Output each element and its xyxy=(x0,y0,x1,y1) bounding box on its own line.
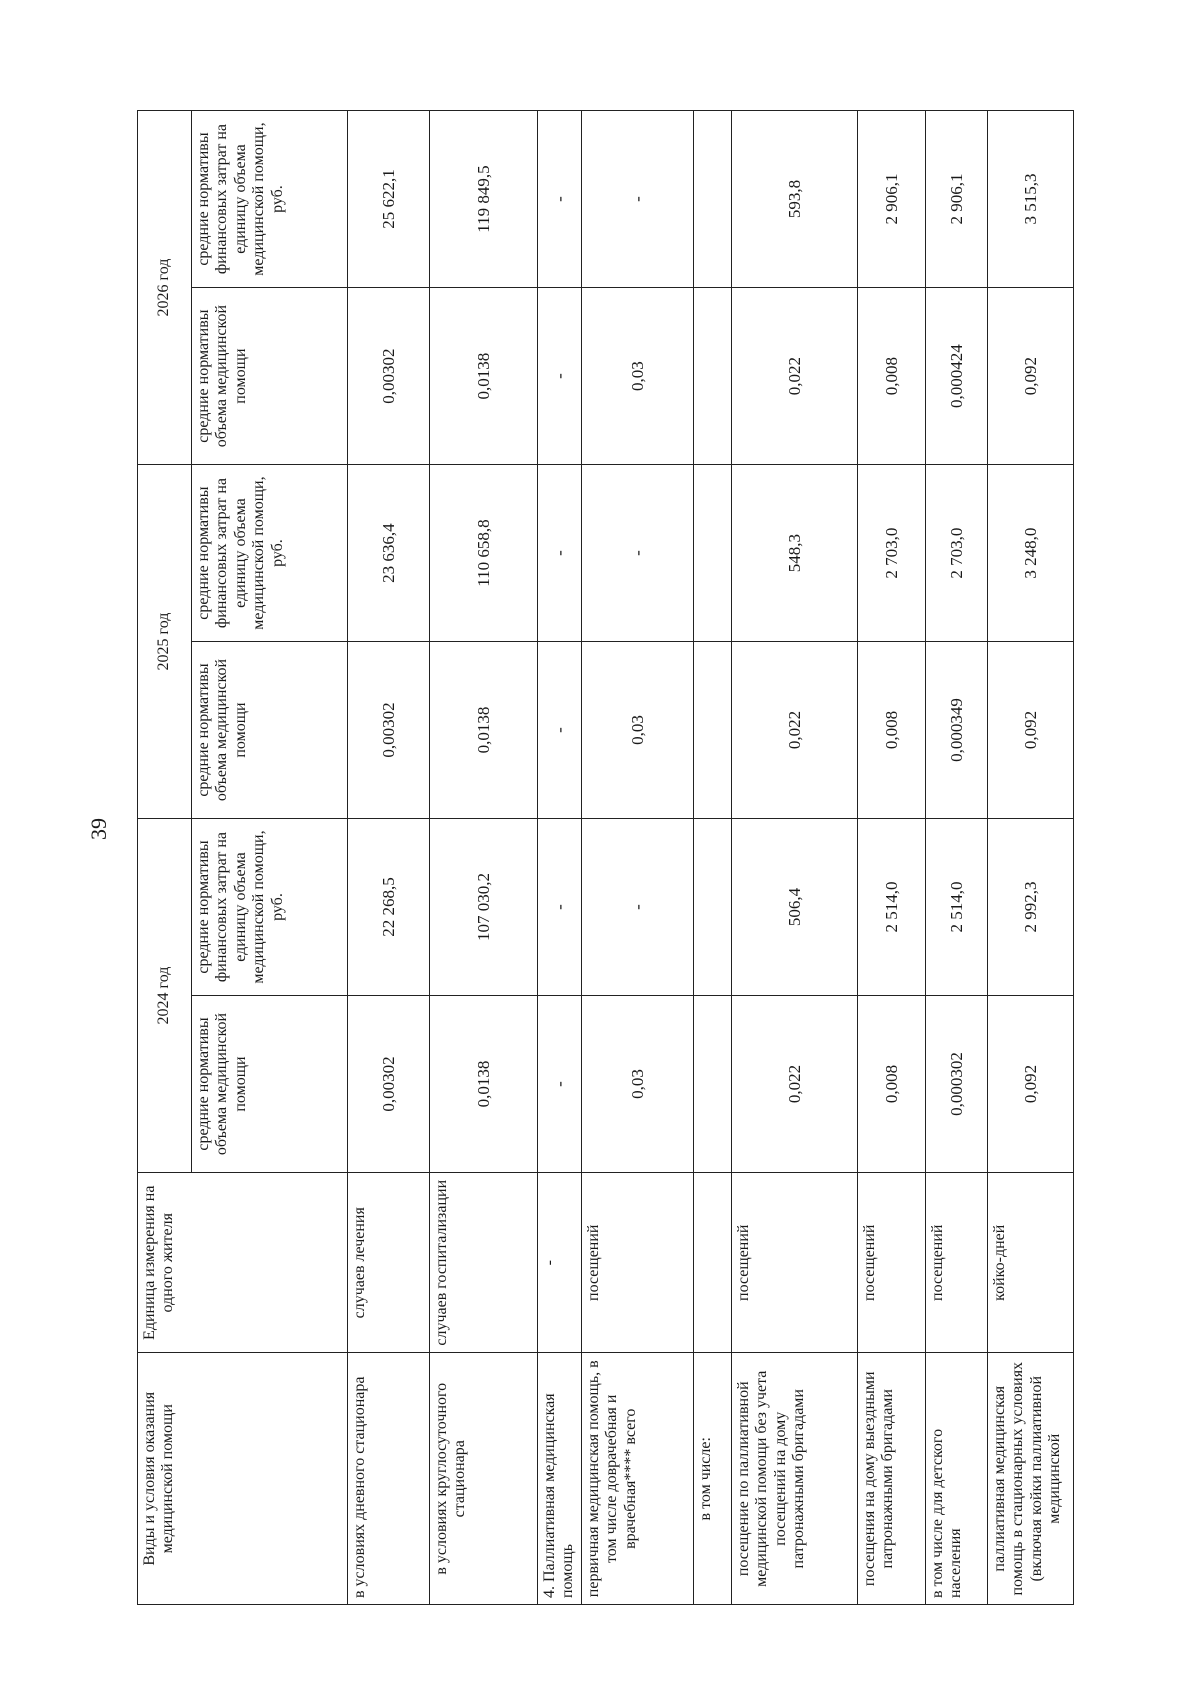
cell-value: 0,000424 xyxy=(925,288,987,465)
cell-value: 3 515,3 xyxy=(987,111,1073,288)
cell-value: 548,3 xyxy=(731,465,857,642)
row-unit: посещений xyxy=(581,1173,693,1353)
cell-value: 506,4 xyxy=(731,819,857,996)
page-number: 39 xyxy=(86,818,111,840)
cell-value: 0,0138 xyxy=(430,288,538,465)
table-row xyxy=(731,111,857,1605)
table-row xyxy=(987,111,1073,1605)
cell-value: 2 992,3 xyxy=(987,819,1073,996)
cell-value xyxy=(693,111,731,288)
row-label: 4. Паллиативная медицинская помощь xyxy=(538,1353,582,1605)
header-year-2026: 2026 год xyxy=(138,111,192,465)
cell-value: 0,03 xyxy=(581,996,693,1173)
cell-value: 25 622,1 xyxy=(348,111,430,288)
cell-value: 2 906,1 xyxy=(857,111,925,288)
row-label: паллиативная медицинская помощь в стационарных условиях (включая койки паллиативной медицинской xyxy=(987,1353,1073,1605)
row-unit: койко-дней xyxy=(987,1173,1073,1353)
cell-value xyxy=(693,465,731,642)
cell-value: 2 703,0 xyxy=(925,465,987,642)
cell-value: 0,00302 xyxy=(348,996,430,1173)
row-unit: посещений xyxy=(857,1173,925,1353)
row-label: в том числе: xyxy=(693,1353,731,1605)
cell-value: 23 636,4 xyxy=(348,465,430,642)
header-volume-2025: средние нормативы объема медицинской помощи xyxy=(192,642,348,819)
cell-value: - xyxy=(581,819,693,996)
row-label: в том числе для детского населения xyxy=(925,1353,987,1605)
cell-value: 0,0138 xyxy=(430,642,538,819)
cell-value: 0,0138 xyxy=(430,996,538,1173)
header-year-2024: 2024 год xyxy=(138,819,192,1173)
header-cost-2025: средние нормативы финансовых затрат на единицу объема медицинской помощи, руб. xyxy=(192,465,348,642)
cell-value: 2 703,0 xyxy=(857,465,925,642)
cell-value: - xyxy=(538,288,582,465)
header-cost-2026: средние нормативы финансовых затрат на единицу объема медицинской помощи, руб. xyxy=(192,111,348,288)
row-label: в условиях круглосуточного стационара xyxy=(430,1353,538,1605)
header-volume-2026: средние нормативы объема медицинской помощи xyxy=(192,288,348,465)
cell-value: - xyxy=(581,465,693,642)
cell-value: 0,008 xyxy=(857,288,925,465)
cell-value: 0,022 xyxy=(731,996,857,1173)
cell-value xyxy=(693,996,731,1173)
cell-value: 0,000349 xyxy=(925,642,987,819)
row-unit: посещений xyxy=(925,1173,987,1353)
cell-value: - xyxy=(538,642,582,819)
cell-value: 22 268,5 xyxy=(348,819,430,996)
table-row xyxy=(581,111,693,1605)
table-row xyxy=(857,111,925,1605)
cell-value xyxy=(693,642,731,819)
cell-value: 593,8 xyxy=(731,111,857,288)
cell-value: 0,008 xyxy=(857,996,925,1173)
row-label: первичная медицинская помощь, в том числе доврачебная и врачебная**** всего xyxy=(581,1353,693,1605)
medical-care-norms-table xyxy=(137,110,1074,1605)
row-unit xyxy=(693,1173,731,1353)
cell-value: 0,00302 xyxy=(348,642,430,819)
cell-value: - xyxy=(538,996,582,1173)
row-label: посещения на дому выездными патронажными бригадами xyxy=(857,1353,925,1605)
header-cost-2024: средние нормативы финансовых затрат на единицу объема медицинской помощи, руб. xyxy=(192,819,348,996)
row-unit: случаев госпитализации xyxy=(430,1173,538,1353)
rotated-page-content xyxy=(137,110,1074,1605)
cell-value xyxy=(693,288,731,465)
cell-value: 0,03 xyxy=(581,642,693,819)
header-year-2025: 2025 год xyxy=(138,465,192,819)
cell-value: 0,008 xyxy=(857,642,925,819)
header-unit: Единица измерения на одного жителя xyxy=(138,1173,348,1353)
cell-value: 0,00302 xyxy=(348,288,430,465)
row-unit: посещений xyxy=(731,1173,857,1353)
cell-value: - xyxy=(538,111,582,288)
table-row xyxy=(430,111,538,1605)
cell-value: 2 906,1 xyxy=(925,111,987,288)
cell-value: 2 514,0 xyxy=(925,819,987,996)
table-row xyxy=(693,111,731,1605)
cell-value: 0,092 xyxy=(987,996,1073,1173)
cell-value: - xyxy=(538,819,582,996)
header-volume-2024: средние нормативы объема медицинской помощи xyxy=(192,996,348,1173)
cell-value: - xyxy=(538,465,582,642)
cell-value: 0,092 xyxy=(987,288,1073,465)
cell-value: 0,092 xyxy=(987,642,1073,819)
cell-value: 0,022 xyxy=(731,642,857,819)
table-row xyxy=(925,111,987,1605)
table-row xyxy=(538,111,582,1605)
row-unit: - xyxy=(538,1173,582,1353)
cell-value: 119 849,5 xyxy=(430,111,538,288)
header-care-type: Виды и условия оказания медицинской помощи xyxy=(138,1353,348,1605)
cell-value: 110 658,8 xyxy=(430,465,538,642)
cell-value: 0,022 xyxy=(731,288,857,465)
row-unit: случаев лечения xyxy=(348,1173,430,1353)
cell-value: 107 030,2 xyxy=(430,819,538,996)
table-row xyxy=(348,111,430,1605)
cell-value: 0,000302 xyxy=(925,996,987,1173)
row-label: в условиях дневного стационара xyxy=(348,1353,430,1605)
cell-value: 0,03 xyxy=(581,288,693,465)
row-label: посещение по паллиативной медицинской помощи без учета посещений на дому патронажными бригадами xyxy=(731,1353,857,1605)
cell-value: - xyxy=(581,111,693,288)
cell-value: 2 514,0 xyxy=(857,819,925,996)
cell-value: 3 248,0 xyxy=(987,465,1073,642)
cell-value xyxy=(693,819,731,996)
